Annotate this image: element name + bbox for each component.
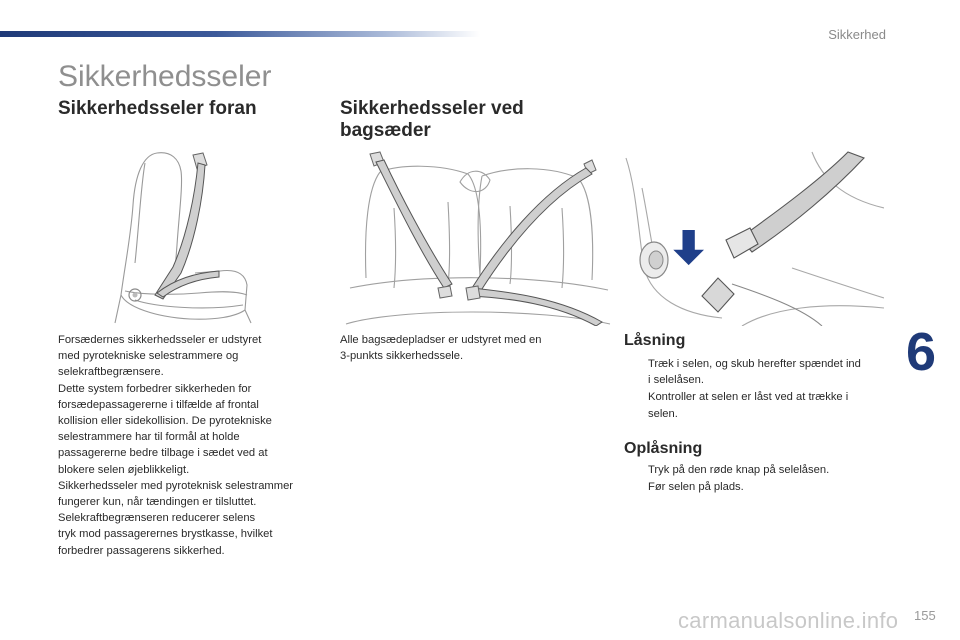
list-item <box>624 356 886 388</box>
text-line: kollision eller sidekollision. De pyrotekniske <box>58 415 272 428</box>
text-line: Før selen på plads. <box>648 481 744 494</box>
text-line: selen. <box>648 407 678 420</box>
text-line: tryk mod passagerernes brystkasse, hvilket <box>58 528 273 541</box>
text-line: med pyrotekniske selestrammere og <box>58 350 239 363</box>
rear-seatbelts-heading <box>340 98 560 142</box>
text-line: passagererne bedre tilbage i sædet ved at <box>58 447 268 460</box>
chapter-number: 6 <box>906 322 937 382</box>
text-line: forsædepassagererne i tilfælde af frontal <box>58 398 259 411</box>
list-item <box>624 479 886 495</box>
front-seatbelts-description <box>58 332 326 559</box>
front-seat-belt-illustration <box>95 145 270 325</box>
header-accent-bar <box>0 31 480 37</box>
text-line: Sikkerhedsseler med pyroteknisk selestrammer <box>58 479 294 492</box>
text-line: Forsædernes sikkerhedsseler er udstyret <box>58 334 262 346</box>
watermark: carmanualsonline.info <box>678 608 899 633</box>
text-line: selestrammere har til formål at holde <box>58 431 240 444</box>
rear-heading-line2: bagsæder <box>340 120 431 141</box>
text-line: selekraftbegrænsere. <box>58 366 164 379</box>
text-line: Alle bagsædepladser er udstyret med en <box>340 334 542 346</box>
rear-heading-line1: Sikkerhedsseler ved <box>340 98 524 119</box>
page-title: Sikkerhedsseler <box>58 60 272 93</box>
front-seatbelts-heading: Sikkerhedsseler foran <box>58 98 257 119</box>
rear-seat-belts-illustration <box>340 148 612 326</box>
locking-heading: Låsning <box>624 332 686 349</box>
text-line: Selekraftbegrænseren reducerer selens <box>58 512 256 525</box>
seat-belt-buckle-illustration <box>622 148 884 326</box>
locking-steps <box>624 356 886 423</box>
list-item <box>624 389 886 421</box>
text-line: Kontroller at selen er låst ved at trække i <box>648 391 849 404</box>
text-line: fungerer kun, når tændingen er tilsluttet. <box>58 496 257 509</box>
text-line: 3-punkts sikkerhedssele. <box>340 350 464 363</box>
text-line: Tryk på den røde knap på selelåsen. <box>648 464 830 476</box>
unlocking-steps <box>624 462 886 496</box>
section-label: Sikkerhed <box>828 27 886 42</box>
unlocking-heading: Oplåsning <box>624 440 703 457</box>
text-line: Dette system forbedrer sikkerheden for <box>58 382 252 395</box>
rear-seatbelts-description <box>340 332 580 364</box>
text-line: i selelåsen. <box>648 374 704 387</box>
list-item <box>624 462 886 478</box>
text-line: blokere selen øjeblikkeligt. <box>58 463 190 476</box>
page-number: 155 <box>914 608 936 623</box>
text-line: Træk i selen, og skub herefter spændet ind <box>648 358 861 370</box>
text-line: forbedrer passagerens sikkerhed. <box>58 544 225 557</box>
